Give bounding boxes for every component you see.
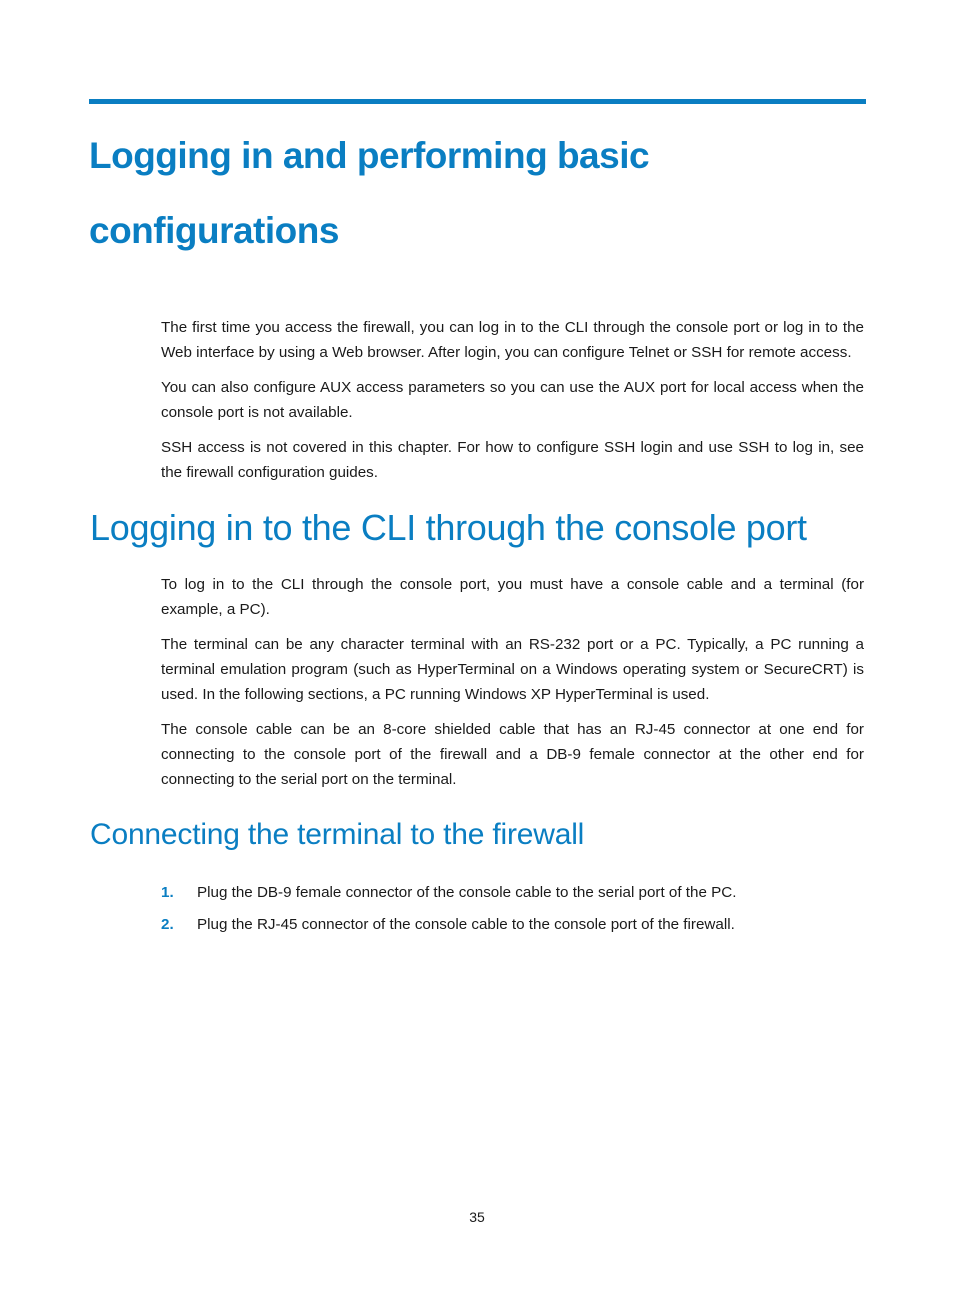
step-number: 1. bbox=[161, 884, 174, 901]
step-item bbox=[161, 912, 864, 937]
step-item bbox=[161, 880, 864, 905]
step-number: 2. bbox=[161, 916, 174, 933]
intro-section bbox=[161, 315, 864, 495]
chapter-top-rule bbox=[89, 99, 866, 104]
intro-paragraph: You can also configure AUX access parameters so you can use the AUX port for local access when the console port is not available. bbox=[161, 379, 864, 421]
intro-paragraph: The first time you access the firewall, you can log in to the CLI through the console port or log in to the Web interface by using a Web browser. After login, you can configure Telnet or SSH for remote access. bbox=[161, 319, 864, 361]
step-text: Plug the RJ-45 connector of the console cable to the console port of the firewall. bbox=[197, 916, 735, 933]
subsection-title: Connecting the terminal to the firewall bbox=[90, 818, 585, 851]
section-title: Logging in to the CLI through the console port bbox=[90, 507, 807, 548]
intro-paragraph: SSH access is not covered in this chapter. For how to configure SSH login and use SSH to log in, see the firewall configuration guides. bbox=[161, 439, 864, 481]
section-paragraph: To log in to the CLI through the console port, you must have a console cable and a terminal (for example, a PC). bbox=[161, 576, 864, 618]
section-paragraph: The console cable can be an 8-core shielded cable that has an RJ-45 connector at one end for connecting to the console port of the firewall and a DB-9 female connector at the other end for connecting to the serial port on the terminal. bbox=[161, 721, 864, 788]
page-number: 35 bbox=[469, 1209, 485, 1225]
section-body bbox=[161, 572, 864, 802]
chapter-title: Logging in and performing basic configurations bbox=[89, 135, 650, 251]
step-list bbox=[161, 880, 864, 944]
step-text: Plug the DB-9 female connector of the console cable to the serial port of the PC. bbox=[197, 884, 737, 901]
section-paragraph: The terminal can be any character terminal with an RS-232 port or a PC. Typically, a PC running a terminal emulation program (such as HyperTerminal on a Windows operating system or SecureCRT) is used. In the following sections, a PC running Windows XP HyperTerminal is used. bbox=[161, 636, 864, 703]
